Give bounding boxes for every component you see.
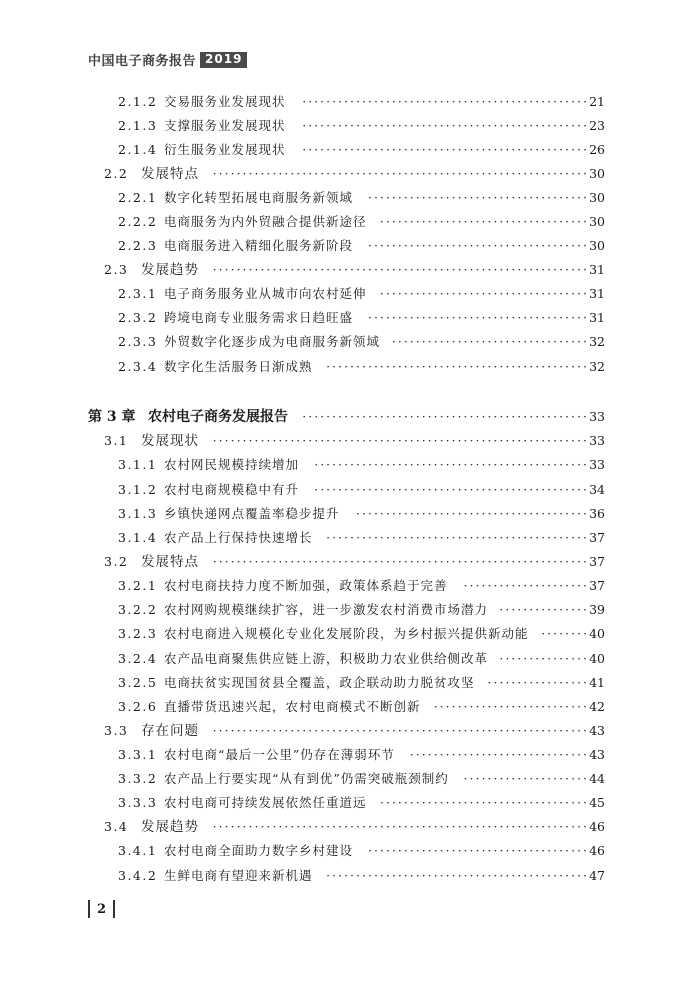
- toc-leader-dots: ···············: [499, 602, 589, 617]
- toc-page-number: 40: [589, 651, 605, 666]
- toc-section-entry[interactable]: [0, 258, 699, 282]
- toc-entry-title: 外贸数字化逐步成为电商服务新领域: [164, 334, 381, 349]
- toc-entry-number: 2.3: [104, 262, 129, 277]
- toc-entry-title: 生鲜电商有望迎来新机遇: [164, 868, 313, 883]
- toc-page-number: 32: [589, 334, 605, 349]
- toc-page-number: 37: [589, 530, 605, 545]
- toc-subsection-entry[interactable]: [0, 791, 699, 815]
- toc-leader-dots: ············································: [326, 530, 589, 545]
- toc-entry-title: 跨境电商专业服务需求日趋旺盛: [164, 310, 354, 325]
- toc-entry-title: 农产品上行保持快速增长: [164, 530, 313, 545]
- toc-page-number: 41: [589, 675, 605, 690]
- toc-subsection-entry[interactable]: [0, 234, 699, 258]
- toc-leader-dots: ··············································: [314, 482, 589, 497]
- toc-page-number: 30: [589, 214, 605, 229]
- toc-entry-number: 3.1.4: [118, 530, 158, 545]
- toc-leader-dots: ············································: [326, 868, 589, 883]
- toc-entry-number: 2.3.1: [118, 286, 158, 301]
- toc-leader-dots: ·······························································: [212, 166, 589, 181]
- toc-page-number: 43: [589, 723, 605, 738]
- toc-subsection-entry[interactable]: [0, 839, 699, 863]
- toc-section-entry[interactable]: [0, 815, 699, 839]
- toc-entry-title: 农产品上行要实现“从有到优”仍需突破瓶颈制约: [164, 771, 449, 786]
- toc-entry-title: 电商扶贫实现国贫县全覆盖，政企联动助力脱贫攻坚: [164, 675, 475, 690]
- toc-leader-dots: ·······························································: [212, 554, 589, 569]
- toc-subsection-entry[interactable]: [0, 330, 699, 354]
- toc-leader-dots: ·······································: [356, 506, 589, 521]
- toc-page-number: 31: [589, 286, 605, 301]
- page-number: 2: [97, 901, 107, 917]
- toc-leader-dots: ·······························································: [212, 262, 589, 277]
- toc-entry-number: 3.4: [104, 819, 129, 834]
- toc-entry-number: 2.3.2: [118, 310, 158, 325]
- toc-subsection-entry[interactable]: [0, 114, 699, 138]
- toc-subsection-entry[interactable]: [0, 90, 699, 114]
- toc-entry-title: 电商服务进入精细化服务新阶段: [164, 238, 354, 253]
- toc-entry-title: 发展特点: [141, 554, 199, 570]
- toc-leader-dots: ·······························································: [212, 819, 589, 834]
- toc-entry-title: 农村电商规模稳中有升: [164, 482, 300, 497]
- toc-page-number: 44: [589, 771, 605, 786]
- toc-page-number: 40: [589, 626, 605, 641]
- toc-page-number: 21: [589, 94, 605, 109]
- toc-leader-dots: ···································: [379, 214, 589, 229]
- toc-page-number: 33: [589, 409, 605, 424]
- toc-entry-number: 3.3: [104, 723, 129, 738]
- toc-page-number: 32: [589, 359, 605, 374]
- toc-leader-dots: ·····································: [367, 190, 589, 205]
- toc-entry-title: 发展趋势: [141, 262, 199, 278]
- toc-entry-number: 3.2.1: [118, 578, 158, 593]
- toc-leader-dots: ·················: [487, 675, 589, 690]
- toc-subsection-entry[interactable]: [0, 306, 699, 330]
- toc-leader-dots: ···············: [499, 651, 589, 666]
- toc-leader-dots: ········: [541, 626, 589, 641]
- footer-divider-left: [88, 900, 90, 918]
- toc-page-number: 42: [589, 699, 605, 714]
- toc-section-entry[interactable]: [0, 550, 699, 574]
- toc-entry-number: 2.1.4: [118, 142, 158, 157]
- footer-divider-right: [113, 900, 115, 918]
- toc-entry-number: 3.4.2: [118, 868, 158, 883]
- toc-entry-number: 3.1.3: [118, 506, 158, 521]
- toc-entry-number: 3.2.4: [118, 651, 158, 666]
- toc-subsection-entry[interactable]: [0, 210, 699, 234]
- toc-entry-title: 农村电商“最后一公里”仍存在薄弱环节: [164, 747, 395, 762]
- toc-entry-title: 农村电商可持续发展依然任重道远: [164, 795, 367, 810]
- toc-leader-dots: ·····················: [463, 771, 589, 786]
- toc-entry-title: 农村电商全面助力数字乡村建设: [164, 843, 354, 858]
- toc-entry-number: 2.2.2: [118, 214, 158, 229]
- toc-page-number: 26: [589, 142, 605, 157]
- toc-leader-dots: ················································: [302, 142, 589, 157]
- toc-page-number: 47: [589, 868, 605, 883]
- toc-entry-title: 电子商务服务业从城市向农村延伸: [164, 286, 367, 301]
- toc-entry-title: 农村电子商务发展报告: [148, 409, 288, 425]
- toc-leader-dots: ·····················: [463, 578, 589, 593]
- toc-subsection-entry[interactable]: [0, 138, 699, 162]
- toc-leader-dots: ················································: [302, 94, 589, 109]
- toc-leader-dots: ···································: [379, 286, 589, 301]
- toc-entry-number: 3.1.2: [118, 482, 158, 497]
- toc-entry-number: 3.2.6: [118, 699, 158, 714]
- toc-entry-title: 存在问题: [141, 723, 199, 739]
- toc-entry-title: 数字化生活服务日渐成熟: [164, 359, 313, 374]
- toc-entry-number: 第 3 章: [88, 409, 136, 425]
- toc-leader-dots: ··············································: [314, 457, 589, 472]
- toc-entry-number: 2.1.3: [118, 118, 158, 133]
- toc-subsection-entry[interactable]: [0, 864, 699, 888]
- toc-leader-dots: ···································: [379, 795, 589, 810]
- toc-entry-number: 3.4.1: [118, 843, 158, 858]
- toc-entry-number: 2.3.3: [118, 334, 158, 349]
- toc-leader-dots: ··························: [433, 699, 589, 714]
- toc-entry-number: 2.1.2: [118, 94, 158, 109]
- toc-subsection-entry[interactable]: [0, 478, 699, 502]
- toc-page-number: 30: [589, 166, 605, 181]
- toc-leader-dots: ················································: [302, 118, 589, 133]
- toc-entry-number: 3.1: [104, 433, 129, 448]
- book-title: 中国电子商务报告: [88, 54, 197, 69]
- toc-entry-number: 3.2.2: [118, 602, 158, 617]
- toc-entry-number: 2.3.4: [118, 359, 158, 374]
- toc-page-number: 23: [589, 118, 605, 133]
- toc-subsection-entry[interactable]: [0, 282, 699, 306]
- toc-entry-number: 3.1.1: [118, 457, 158, 472]
- toc-leader-dots: ·····································: [367, 238, 589, 253]
- toc-leader-dots: ······························: [409, 747, 589, 762]
- toc-subsection-entry[interactable]: [0, 574, 699, 598]
- toc-entry-title: 发展现状: [141, 433, 199, 449]
- toc-entry-title: 发展趋势: [141, 819, 199, 835]
- toc-subsection-entry[interactable]: [0, 671, 699, 695]
- toc-entry-number: 2.2.3: [118, 238, 158, 253]
- toc-entry-title: 衍生服务业发展现状: [164, 142, 286, 157]
- toc-leader-dots: ················································: [302, 409, 589, 424]
- book-year-badge: 2019: [200, 52, 247, 68]
- toc-page-number: 30: [589, 190, 605, 205]
- toc-entry-title: 发展特点: [141, 166, 199, 182]
- toc-entry-number: 2.2.1: [118, 190, 158, 205]
- toc-subsection-entry[interactable]: [0, 695, 699, 719]
- toc-page-number: 39: [589, 602, 605, 617]
- toc-section-entry[interactable]: [0, 429, 699, 453]
- toc-entry-title: 交易服务业发展现状: [164, 94, 286, 109]
- toc-leader-dots: ············································: [326, 359, 589, 374]
- toc-subsection-entry[interactable]: [0, 622, 699, 646]
- toc-entry-title: 数字化转型拓展电商服务新领域: [164, 190, 354, 205]
- toc-chapter-entry[interactable]: [0, 405, 699, 429]
- toc-page-number: 34: [589, 482, 605, 497]
- toc-page-number: 33: [589, 433, 605, 448]
- toc-subsection-entry[interactable]: [0, 647, 699, 671]
- toc-page-number: 46: [589, 843, 605, 858]
- page-footer: [88, 900, 115, 918]
- toc-subsection-entry[interactable]: [0, 502, 699, 526]
- toc-subsection-entry[interactable]: [0, 767, 699, 791]
- toc-leader-dots: ·································: [391, 334, 589, 349]
- toc-entry-title: 电商服务为内外贸融合提供新途径: [164, 214, 367, 229]
- toc-page-number: 46: [589, 819, 605, 834]
- toc-entry-number: 3.2.5: [118, 675, 158, 690]
- toc-leader-dots: ·······························································: [212, 433, 589, 448]
- toc-page-number: 43: [589, 747, 605, 762]
- toc-entry-number: 2.2: [104, 166, 129, 181]
- toc-subsection-entry[interactable]: [0, 598, 699, 622]
- toc-subsection-entry[interactable]: [0, 186, 699, 210]
- toc-entry-title: 乡镇快递网点覆盖率稳步提升: [164, 506, 340, 521]
- toc-subsection-entry[interactable]: [0, 355, 699, 379]
- toc-page-number: 31: [589, 310, 605, 325]
- toc-leader-dots: ·····································: [367, 843, 589, 858]
- toc-entry-title: 农村网购规模继续扩容，进一步激发农村消费市场潜力: [164, 602, 489, 617]
- toc-leader-dots: ·······························································: [212, 723, 589, 738]
- toc-subsection-entry[interactable]: [0, 453, 699, 477]
- toc-entry-number: 3.3.2: [118, 771, 158, 786]
- toc-page-number: 30: [589, 238, 605, 253]
- toc-page-number: 37: [589, 554, 605, 569]
- toc-entry-title: 支撑服务业发展现状: [164, 118, 286, 133]
- toc-subsection-entry[interactable]: [0, 743, 699, 767]
- toc-entry-title: 农村电商进入规模化专业化发展阶段，为乡村振兴提供新动能: [164, 626, 529, 641]
- toc-entry-title: 农产品电商聚焦供应链上游，积极助力农业供给侧改革: [164, 651, 489, 666]
- toc-entry-number: 3.3.1: [118, 747, 158, 762]
- toc-entry-number: 3.3.3: [118, 795, 158, 810]
- toc-section-entry[interactable]: [0, 719, 699, 743]
- toc-entry-number: 3.2.3: [118, 626, 158, 641]
- toc-leader-dots: ·····································: [367, 310, 589, 325]
- toc-page-number: 45: [589, 795, 605, 810]
- toc-page-number: 31: [589, 262, 605, 277]
- toc-entry-title: 农村网民规模持续增加: [164, 457, 300, 472]
- toc-section-entry[interactable]: [0, 162, 699, 186]
- toc-subsection-entry[interactable]: [0, 526, 699, 550]
- toc-entry-number: 3.2: [104, 554, 129, 569]
- toc-page-number: 36: [589, 506, 605, 521]
- toc-entry-title: 直播带货迅速兴起，农村电商模式不断创新: [164, 699, 421, 714]
- toc-entry-title: 农村电商扶持力度不断加强，政策体系趋于完善: [164, 578, 448, 593]
- toc-page-number: 37: [589, 578, 605, 593]
- toc-page-number: 33: [589, 457, 605, 472]
